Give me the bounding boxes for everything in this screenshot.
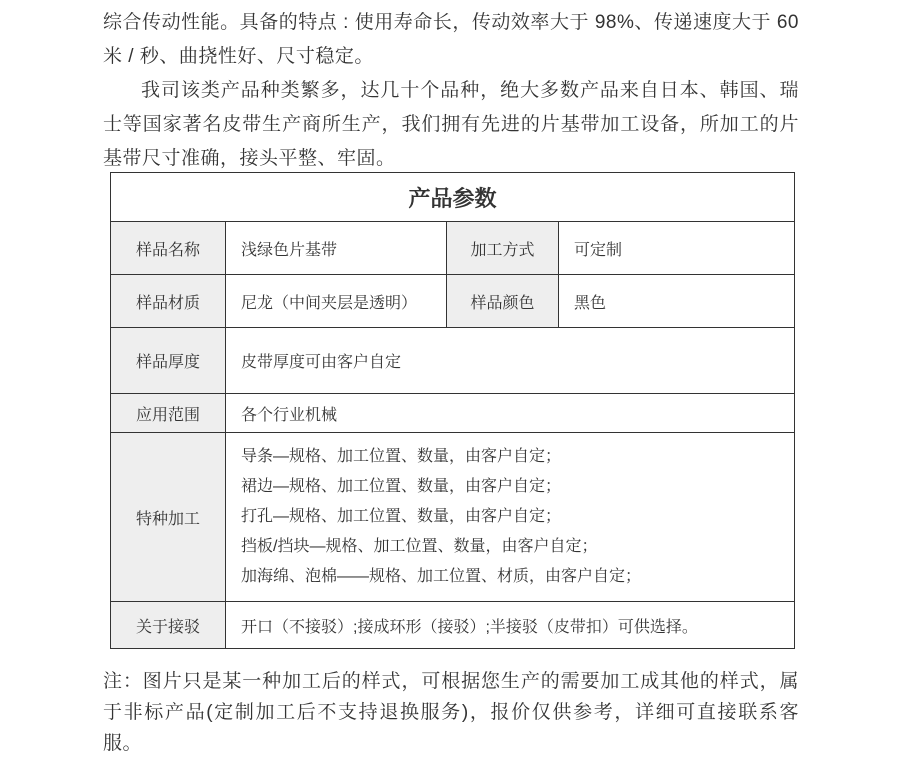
- special-processing-line-punch: 打孔—规格、加工位置、数量，由客户自定；: [241, 508, 562, 525]
- special-processing-line-baffle: 挡板/挡块—规格、加工位置、数量，由客户自定；: [241, 538, 598, 555]
- special-processing-line-skirt: 裙边—规格、加工位置、数量，由客户自定；: [241, 478, 562, 495]
- table-row-sample-thickness: [111, 328, 795, 394]
- param-value-sample-name: 浅绿色片基带: [226, 222, 447, 275]
- special-processing-line-sponge: 加海绵、泡棉——规格、加工位置、材质，由客户自定；: [241, 568, 642, 585]
- param-value-sample-thickness: 皮带厚度可由客户自定: [226, 328, 795, 394]
- table-row-joining: [111, 602, 795, 649]
- param-value-processing-method: 可定制: [559, 222, 795, 275]
- table-title: 产品参数: [111, 173, 795, 222]
- param-label-application-scope: 应用范围: [111, 394, 226, 433]
- table-row-sample-material: [111, 275, 795, 328]
- param-label-sample-thickness: 样品厚度: [111, 328, 226, 394]
- table-row-sample-name: [111, 222, 795, 275]
- table-row-special-processing: [111, 433, 795, 602]
- param-value-joining: 开口（不接驳）;接成环形（接驳）;半接驳（皮带扣）可供选择。: [226, 602, 795, 649]
- param-value-special-processing: [226, 433, 795, 602]
- intro-paragraphs: [103, 6, 799, 176]
- table-row-application-scope: [111, 394, 795, 433]
- param-label-joining: 关于接驳: [111, 602, 226, 649]
- intro-paragraph-variety: 我司该类产品种类繁多，达几十个品种，绝大多数产品来自日本、韩国、瑞士等国家著名皮带生产商所生产，我们拥有先进的片基带加工设备，所加工的片基带尺寸准确，接头平整、牢固。: [103, 80, 799, 169]
- param-label-sample-name: 样品名称: [111, 222, 226, 275]
- product-params-table: [110, 172, 795, 649]
- param-value-sample-material: 尼龙（中间夹层是透明）: [226, 275, 447, 328]
- table-title-row: [111, 173, 795, 222]
- param-label-special-processing: 特种加工: [111, 433, 226, 602]
- note-text: 注：图片只是某一种加工后的样式，可根据您生产的需要加工成其他的样式，属于非标产品(定制加工后不支持退换服务)，报价仅供参考，详细可直接联系客服。: [103, 671, 799, 754]
- param-label-sample-color: 样品颜色: [447, 275, 559, 328]
- intro-paragraph-performance: 综合传动性能。具备的特点 : 使用寿命长，传动效率大于 98%、传递速度大于 60 米 / 秒、曲挠性好、尺寸稳定。: [103, 12, 799, 67]
- special-processing-line-guide: 导条—规格、加工位置、数量，由客户自定；: [241, 448, 562, 465]
- param-value-application-scope: 各个行业机械: [226, 394, 795, 433]
- param-label-sample-material: 样品材质: [111, 275, 226, 328]
- param-label-processing-method: 加工方式: [447, 222, 559, 275]
- param-value-sample-color: 黑色: [559, 275, 795, 328]
